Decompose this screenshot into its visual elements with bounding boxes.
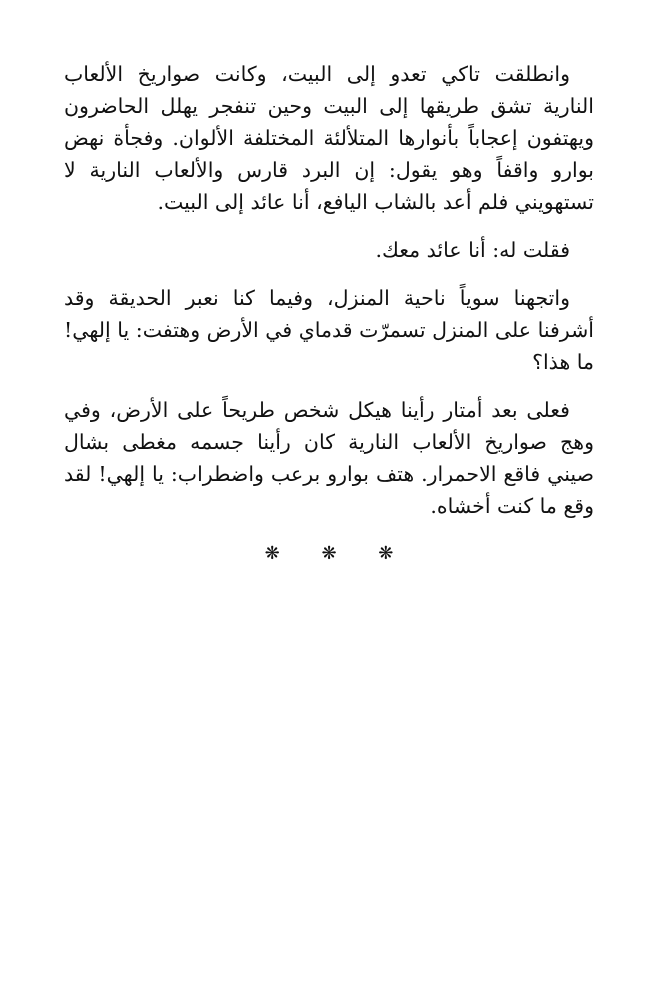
book-page [64, 58, 594, 570]
paragraph-3: واتجهنا سوياً ناحية المنزل، وفيما كنا نعبر الحديقة وقد أشرفنا على المنزل تسمرّت قدماي في الأرض وهتفت: يا إلهي! ما هذا؟ [64, 286, 594, 374]
section-separator: ❋ ❋ ❋ [264, 543, 412, 564]
paragraph-4: فعلى بعد أمتار رأينا هيكل شخص طريحاً على الأرض، وفي وهج صواريخ الألعاب النارية كان رأينا جسمه مغطى بشال صيني فاقع الاحمرار. هتف بوارو برعب واضطراب: يا إلهي! لقد وقع ما كنت أخشاه. [64, 398, 594, 518]
paragraph-1: وانطلقت تاكي تعدو إلى البيت، وكانت صواريخ الألعاب النارية تشق طريقها إلى البيت وحين تنفجر يهلل الحاضرون ويهتفون إعجاباً بأنوارها المتلألئة المختلفة الألوان. وفجأة نهض بوارو واقفاً وهو يقول: إن البرد قارس والألعاب النارية لا تستهويني فلم أعد بالشاب اليافع، أنا عائد إلى البيت. [64, 62, 594, 214]
paragraph-2: فقلت له: أنا عائد معك. [375, 238, 570, 262]
